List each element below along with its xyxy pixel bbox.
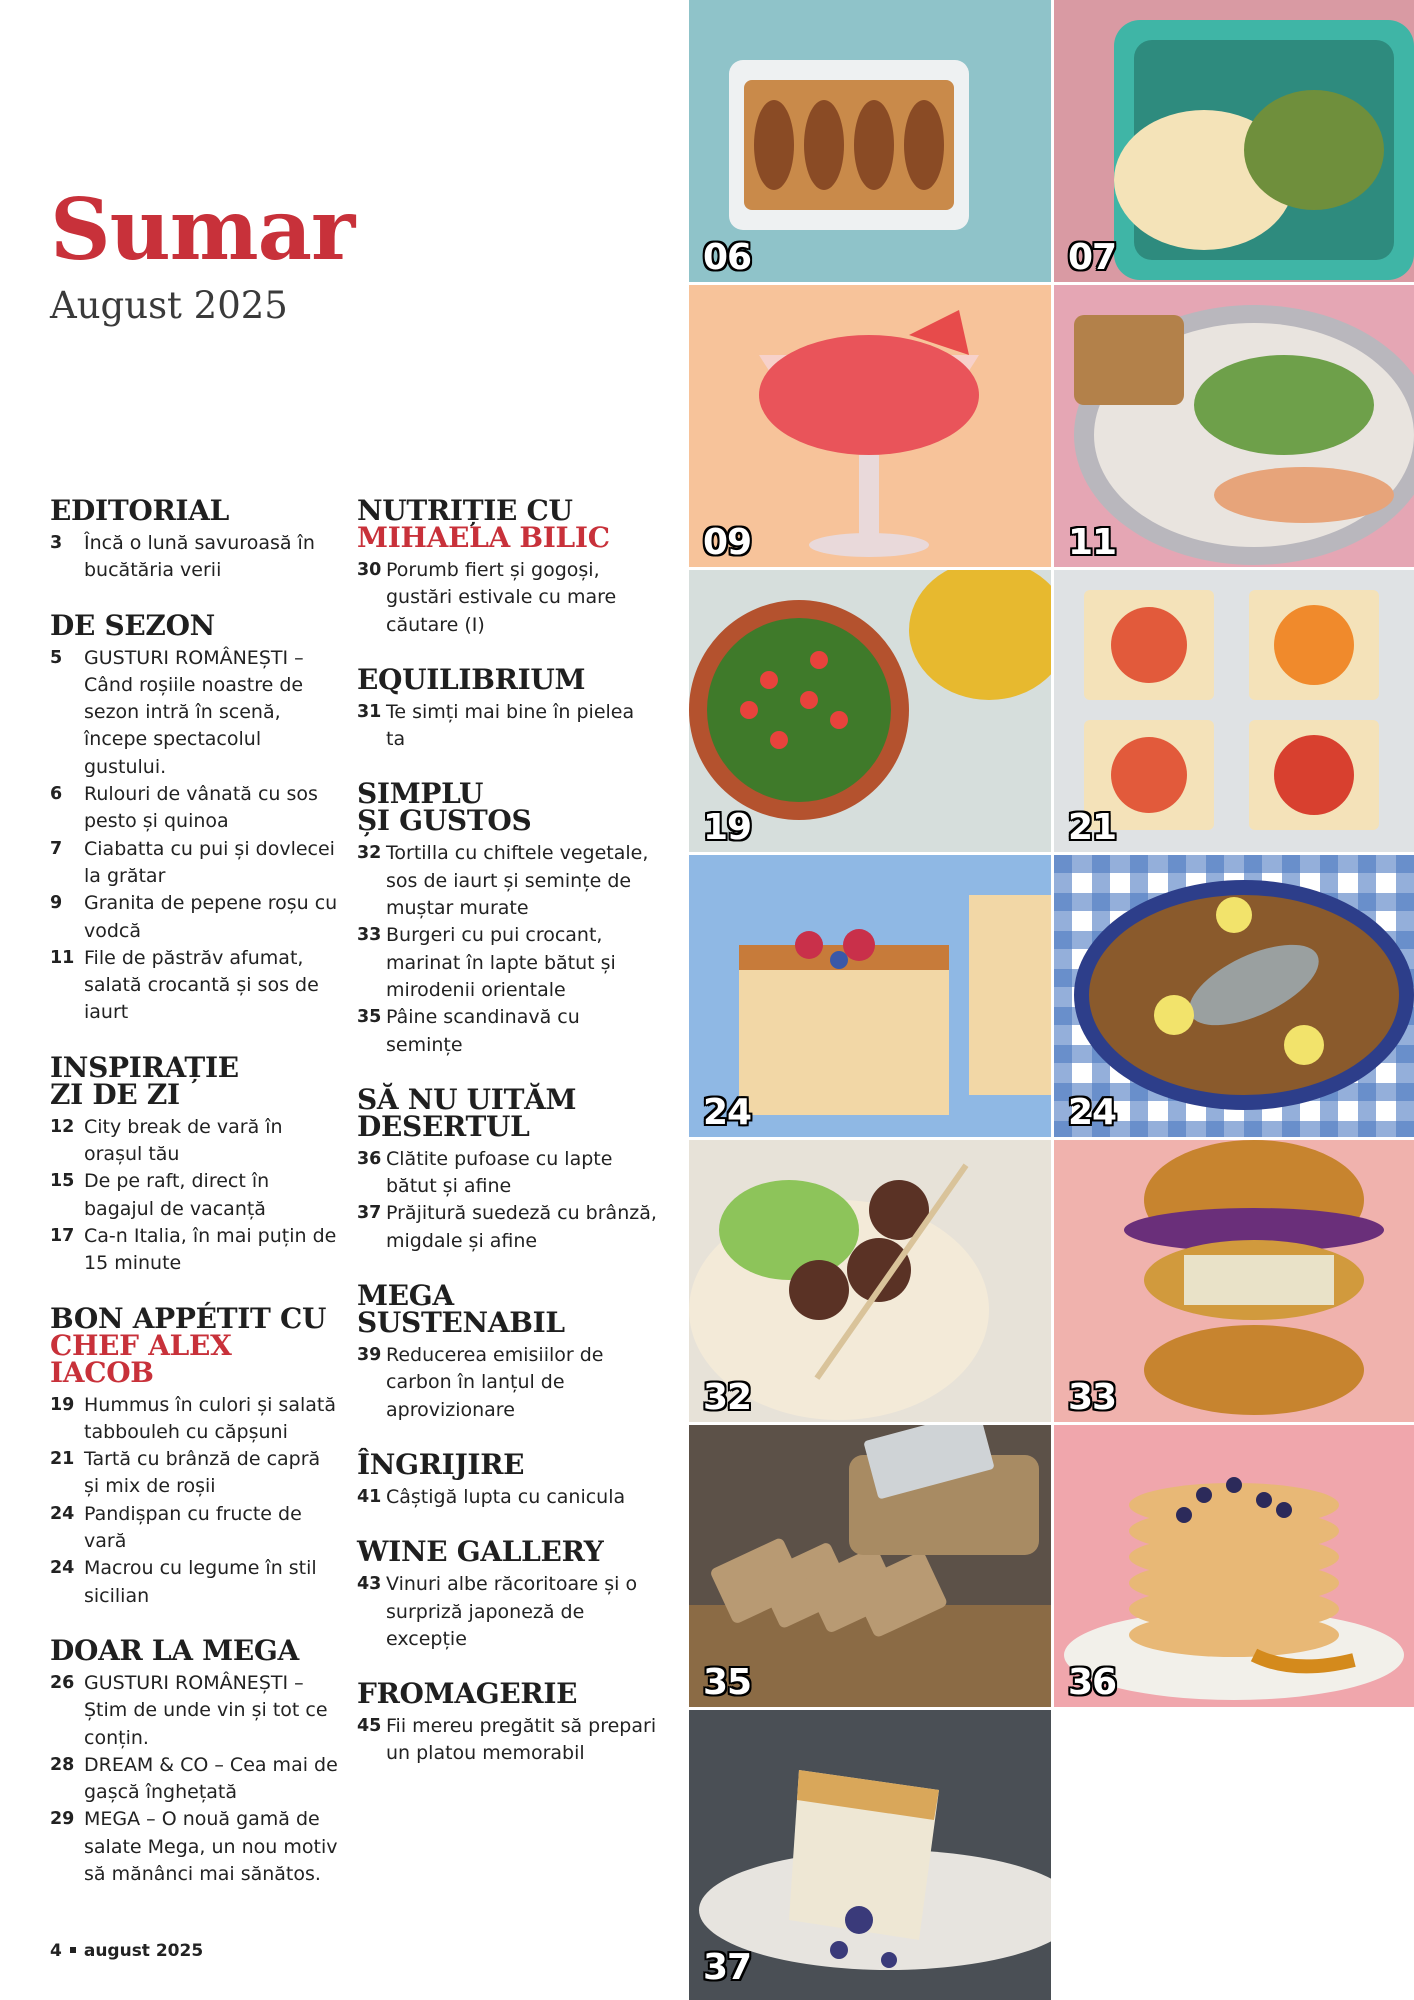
section-items: [50, 645, 340, 1027]
section-heading-text: MEGA: [357, 1279, 454, 1313]
photo-page-number: 24: [703, 1092, 752, 1133]
section-heading-line2: ZI DE ZI: [50, 1077, 180, 1111]
toc-page-number: 43: [357, 1574, 382, 1595]
toc-page-number: 12: [50, 1116, 75, 1137]
section-ingrijire: [357, 1447, 657, 1511]
toc-page-number: 30: [357, 560, 382, 580]
photo-page-number: 35: [703, 1662, 752, 1703]
toc-entry[interactable]: [50, 1555, 340, 1610]
toc-page-number: 21: [50, 1449, 75, 1470]
section-heading-text: FROMAGERIE: [357, 1677, 578, 1711]
section-simplu: [357, 777, 657, 1058]
toc-entry[interactable]: [50, 890, 340, 945]
section-items: [50, 1392, 340, 1610]
section-items: [357, 1571, 657, 1653]
toc-entry[interactable]: [50, 1752, 340, 1807]
section-items: [50, 530, 340, 585]
photo-page-number: 06: [703, 237, 752, 278]
toc-entry[interactable]: [357, 1484, 657, 1511]
toc-page-number: 36: [357, 1148, 382, 1169]
toc-entry-title: Pandișpan cu fructe de vară: [84, 1502, 302, 1553]
toc-entry-title: Încă o lună savuroasă în bucătăria verii: [84, 532, 315, 582]
photo-page-number: 07: [1068, 237, 1117, 278]
photo-tile[interactable]: [689, 285, 1051, 567]
toc-page-number: 39: [357, 1345, 382, 1366]
toc-entry-title: Rulouri de vânată cu sos pesto și quinoa: [84, 783, 318, 833]
toc-page-number: 41: [357, 1486, 382, 1507]
toc-page-number: 37: [357, 1203, 382, 1224]
section-heading: [50, 608, 340, 642]
toc-entry[interactable]: [357, 1004, 657, 1059]
photo-tile[interactable]: [1054, 285, 1414, 567]
toc-entry[interactable]: [357, 922, 657, 1004]
toc-page-number: 24: [50, 1558, 75, 1579]
photo-page-number: 37: [703, 1947, 752, 1988]
section-heading-text: NUTRIȚIE CU: [357, 494, 573, 527]
section-heading-line2: SUSTENABIL: [357, 1306, 565, 1340]
photo-tile[interactable]: [1054, 1425, 1414, 1707]
toc-page-number: 33: [357, 925, 382, 946]
toc-entry-title: Reducerea emisiilor de carbon în lanțul de aprovizionare: [386, 1344, 604, 1421]
section-editorial: [50, 494, 340, 585]
section-heading: [50, 1301, 340, 1389]
section-heading-author: CHEF ALEX IACOB: [50, 1328, 232, 1389]
section-heading: [357, 1082, 657, 1143]
section-heading-text: ÎNGRIJIRE: [357, 1447, 525, 1481]
section-heading: [50, 1050, 340, 1111]
toc-page-number: 6: [50, 784, 63, 805]
toc-entry-title: Clătite pufoase cu lapte bătut și afine: [386, 1147, 613, 1198]
photo-page-number: 36: [1068, 1662, 1117, 1703]
section-heading: [357, 1535, 657, 1569]
section-heading: [357, 1447, 657, 1481]
photo-page-number: 19: [703, 807, 752, 848]
toc-entry-title: DREAM & CO – Cea mai de gașcă înghețată: [84, 1753, 338, 1804]
toc-entry-title: Ciabatta cu pui și dovlecei la grătar: [84, 837, 335, 887]
toc-page-number: 9: [50, 893, 63, 914]
section-fromagerie: [357, 1677, 657, 1768]
toc-page-number: 19: [50, 1394, 75, 1415]
toc-entry[interactable]: [50, 1670, 340, 1752]
toc-entry[interactable]: [50, 1446, 340, 1501]
toc-page-number: 35: [357, 1007, 382, 1028]
photo-page-number: 11: [1068, 522, 1117, 563]
toc-entry[interactable]: [357, 557, 657, 639]
section-heading: [357, 777, 657, 838]
page-title: Sumar: [50, 180, 355, 279]
toc-entry[interactable]: [357, 699, 657, 754]
photo-tile[interactable]: [689, 570, 1051, 852]
toc-entry-title: Câștigă lupta cu canicula: [386, 1485, 626, 1508]
section-items: [357, 1146, 657, 1255]
photo-page-number: 33: [1068, 1377, 1117, 1418]
page-footer: [50, 1941, 203, 1961]
photo-tile[interactable]: [689, 1710, 1051, 2000]
toc-entry-title: File de păstrăv afumat, salată crocantă și sos de iaurt: [84, 946, 319, 1024]
section-nutritie-cu: [357, 494, 657, 639]
section-heading-text: INSPIRAȚIE: [50, 1050, 239, 1084]
toc-entry[interactable]: [50, 1806, 340, 1888]
section-items: [357, 557, 657, 639]
photo-tile[interactable]: [1054, 855, 1414, 1137]
photo-tile[interactable]: [1054, 0, 1414, 282]
toc-page-number: 11: [50, 947, 75, 968]
toc-page-number: 31: [357, 701, 382, 722]
toc-entry[interactable]: [50, 1501, 340, 1556]
section-items: [357, 1342, 657, 1424]
toc-entry-title: Te simți mai bine în pielea ta: [386, 700, 635, 751]
photo-tile[interactable]: [689, 1425, 1051, 1707]
toc-page-number: 17: [50, 1225, 75, 1246]
section-heading: [357, 1279, 657, 1340]
toc-column-left: [50, 494, 340, 1915]
section-heading-text: DE SEZON: [50, 608, 215, 642]
section-heading: [357, 494, 657, 554]
toc-entry[interactable]: [357, 1342, 657, 1424]
section-items: [50, 1670, 340, 1888]
section-items: [357, 1713, 657, 1768]
toc-entry-title: Hummus în culori și salată tabbouleh cu căpșuni: [84, 1393, 336, 1443]
section-items: [357, 699, 657, 754]
section-heading-text: WINE GALLERY: [357, 1535, 604, 1569]
section-mega: [357, 1279, 657, 1424]
photo-tile[interactable]: [689, 855, 1051, 1137]
section-heading-line2: DESERTUL: [357, 1109, 530, 1143]
section-de-sezon: [50, 608, 340, 1027]
section-heading-text: SĂ NU UITĂM: [357, 1082, 577, 1116]
section-heading-text: BON APPÉTIT CU: [50, 1301, 327, 1335]
section-inspiratie: [50, 1050, 340, 1278]
photo-page-number: 09: [703, 522, 752, 563]
photo-grid: [689, 0, 1414, 2000]
section-heading-text: DOAR LA MEGA: [50, 1633, 299, 1667]
toc-entry[interactable]: [50, 1168, 340, 1223]
toc-entry-title: De pe raft, direct în bagajul de vacanță: [84, 1170, 270, 1220]
section-bon-appetit-cu: [50, 1301, 340, 1610]
photo-tile[interactable]: [1054, 570, 1414, 852]
toc-entry[interactable]: [50, 530, 340, 585]
toc-entry-title: GUSTURI ROMÂNEȘTI – Când roșiile noastre de sezon intră în scenă, începe spectacolul gustului.: [84, 646, 304, 778]
toc-entry-title: Ca-n Italia, în mai puțin de 15 minute: [84, 1224, 337, 1275]
toc-page-number: 29: [50, 1809, 75, 1830]
footer-page-number: 4: [50, 1941, 62, 1961]
photo-tile[interactable]: [1054, 1140, 1414, 1422]
section-heading: [50, 494, 340, 527]
toc-entry[interactable]: [357, 840, 657, 922]
toc-entry-title: Tortilla cu chiftele vegetale, sos de iaurt și semințe de muștar murate: [386, 842, 649, 920]
toc-page-number: 7: [50, 838, 63, 859]
section-heading-author: MIHAELA BILIC: [357, 521, 610, 554]
photo-tile[interactable]: [689, 0, 1051, 282]
toc-entry-title: Fii mereu pregătit să prepari un platou memorabil: [386, 1715, 657, 1765]
toc-entry[interactable]: [50, 645, 340, 781]
toc-entry[interactable]: [50, 1392, 340, 1447]
section-heading-text: SIMPLU: [357, 777, 484, 811]
toc-entry-title: MEGA – O nouă gamă de salate Mega, un nou motiv să mănânci mai sănătos.: [84, 1808, 338, 1885]
toc-entry[interactable]: [357, 1146, 657, 1201]
toc-entry-title: Granita de pepene roșu cu vodcă: [84, 892, 338, 942]
toc-page-number: 32: [357, 843, 382, 864]
toc-entry-title: Vinuri albe răcoritoare și o surpriză japoneză de excepție: [386, 1573, 638, 1650]
toc-page-number: 28: [50, 1754, 75, 1775]
section-heading-text: EDITORIAL: [50, 494, 230, 527]
toc-entry[interactable]: [50, 1114, 340, 1169]
toc-entry[interactable]: [357, 1713, 657, 1768]
section-doar-la-mega: [50, 1633, 340, 1888]
section-sa-nu-uitam: [357, 1082, 657, 1255]
toc-page-number: 15: [50, 1171, 75, 1192]
photo-page-number: 32: [703, 1377, 752, 1418]
section-heading: [357, 662, 657, 696]
section-wine-gallery: [357, 1535, 657, 1653]
footer-separator: [70, 1947, 76, 1953]
photo-page-number: 24: [1068, 1092, 1117, 1133]
toc-entry[interactable]: [50, 836, 340, 891]
toc-page-number: 5: [50, 647, 63, 668]
toc-entry[interactable]: [50, 1223, 340, 1278]
toc-entry-title: Burgeri cu pui crocant, marinat în lapte bătut și mirodenii orientale: [386, 924, 616, 1001]
toc-entry[interactable]: [50, 945, 340, 1027]
toc-page-number: 45: [357, 1716, 382, 1737]
section-heading-text: EQUILIBRIUM: [357, 662, 586, 696]
section-equilibrium: [357, 662, 657, 754]
section-items: [50, 1114, 340, 1278]
toc-entry-title: GUSTURI ROMÂNEȘTI – Știm de unde vin și tot ce conțin.: [84, 1671, 328, 1749]
section-items: [357, 840, 657, 1058]
photo-tile[interactable]: [689, 1140, 1051, 1422]
toc-entry[interactable]: [50, 781, 340, 836]
toc-entry[interactable]: [357, 1200, 657, 1255]
toc-page-number: 3: [50, 533, 63, 553]
footer-issue: august 2025: [83, 1941, 204, 1961]
section-items: [357, 1484, 657, 1511]
title-block: [50, 180, 355, 327]
section-heading: [357, 1677, 657, 1711]
section-heading: [50, 1633, 340, 1667]
issue-date: August 2025: [50, 284, 288, 327]
toc-entry-title: City break de vară în orașul tău: [84, 1115, 283, 1166]
toc-entry[interactable]: [357, 1571, 657, 1653]
toc-entry-title: Macrou cu legume în stil sicilian: [84, 1557, 317, 1607]
toc-entry-title: Tartă cu brânză de capră și mix de roșii: [84, 1448, 321, 1498]
toc-page-number: 24: [50, 1503, 75, 1524]
photo-page-number: 21: [1068, 807, 1117, 848]
section-heading-line2: ȘI GUSTOS: [357, 804, 532, 838]
toc-column-middle: [357, 494, 657, 1795]
toc-page-number: 26: [50, 1672, 75, 1693]
toc-entry-title: Pâine scandinavă cu semințe: [386, 1006, 580, 1056]
toc-entry-title: Porumb fiert și gogoși, gustări estivale cu mare căutare (I): [386, 559, 617, 636]
toc-entry-title: Prăjitură suedeză cu brânză, migdale și afine: [386, 1202, 657, 1252]
